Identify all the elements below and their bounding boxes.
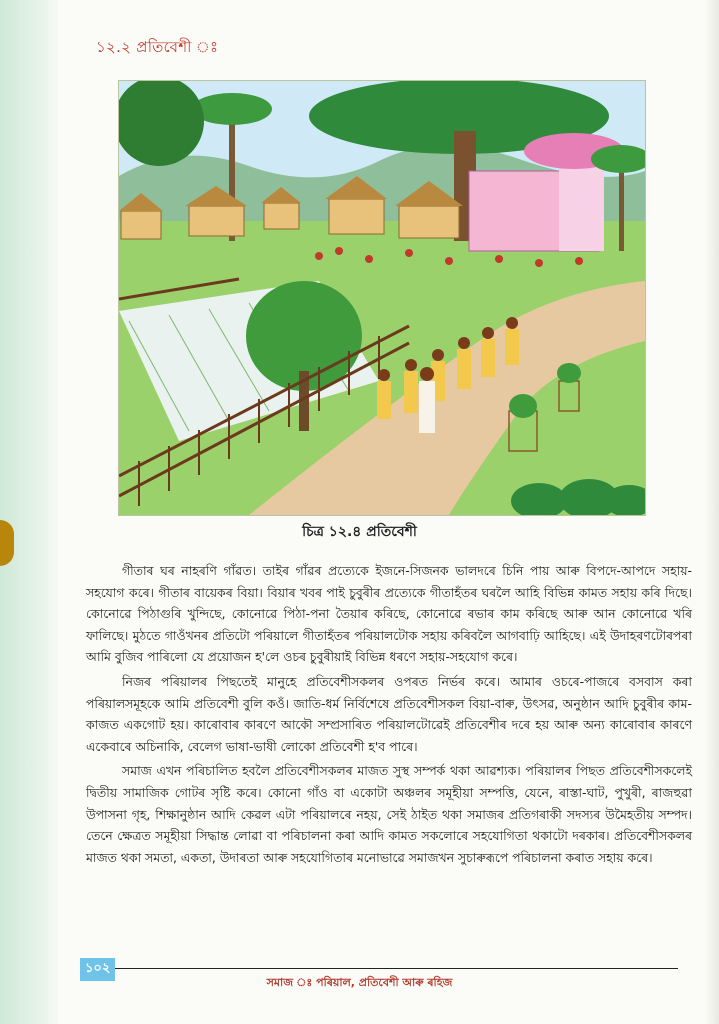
paragraph-3: সমাজ এখন পৰিচালিত হবলৈ প্ৰতিবেশীসকলৰ মাজত সুস্থ সম্পৰ্ক থকা আৱশ্যক। পৰিয়ালৰ পিছত প্ৰতিবেশীসকলেই দ্বিতীয় সামাজিক গোটৰ সৃষ্টি কৰে। কোনো গাঁও বা একোটা অঞ্চলৰ সমূহীয়া সম্পত্তি, যেনে, ৰাস্তা-ঘাট, পুখুৰী, ৰাজহুৱা উপাসনা গৃহ, শিক্ষানুষ্ঠান আদি কেৱল এটা পৰিয়ালৰে নহয়, সেই ঠাইত থকা সমাজৰ প্ৰতিগৰাকী সদস্যৰ উমৈহতীয় সম্পদ। তেনে ক্ষেত্ৰত সমূহীয়া সিদ্ধান্ত লোৱা বা পৰিচালনা কৰা আদি কামত সকলোৰে সহযোগিতা থকাটো দৰকাৰ। প্ৰতিবেশীসকলৰ মাজত থকা সমতা, একতা, উদাৰতা আৰু সহযোগিতাৰ মনোভাৱে সমাজখন সুচাৰুৰূপে পৰিচালনা কৰাত সহায় কৰে। [86,763,692,865]
neighbours-illustration [118,80,646,516]
village-scene-drawing [119,81,645,515]
page-number: ১০২ [80,958,115,981]
footer-book-title: সমাজ ঃ পৰিয়াল, প্ৰতিবেশী আৰু ৰহিজ [266,976,453,989]
paragraph-1: গীতাৰ ঘৰ নাহৰণি গাঁৱত। তাইৰ গাঁৱৰ প্ৰত্যেকে ইজনে-সিজনক ভালদৰে চিনি পায় আৰু বিপদে-আপদে সহায়-সহযোগ কৰে। গীতাৰ বায়েকৰ বিয়া। বিয়াৰ খবৰ পাই চুবুৰীৰ প্ৰত্যেকে গীতাহঁতৰ ঘৰলৈ আহি বিভিন্ন কামত সহায় কৰি দিছে। কোনোৱে পিঠাগুৰি খুন্দিছে, কোনোৱে পিঠা-পনা তৈয়াৰ কৰিছে, কোনোৱে ৰভাৰ কাম কৰিছে আৰু আন কোনোৱে খৰি ফালিছে। মুঠতে গাওঁখনৰ প্ৰতিটো পৰিয়ালে গীতাহঁতৰ পৰিয়ালটোক সহায় কৰিবলৈ আগবাঢ়ি আহিছে। এই উদাহৰণটোৰপৰা আমি বুজিব পাৰিলো যে প্ৰয়োজন হ'লে ওচৰ চুবুৰীয়াই বিভিন্ন ধৰণে সহায়-সহযোগ কৰে। [86,563,692,665]
page-right-shade [705,0,719,1024]
section-heading: ১২.২ প্ৰতিবেশী ঃ [96,38,219,56]
page-left-tint [0,0,58,1024]
paragraph-2: নিজৰ পৰিয়ালৰ পিছতেই মানুহে প্ৰতিবেশীসকলৰ ওপৰত নিৰ্ভৰ কৰে। আমাৰ ওচৰে-পাজৰে বসবাস কৰা পৰিয়ালসমূহকে আমি প্ৰতিবেশী বুলি কওঁ। জাতি-ধৰ্ম নিৰ্বিশেষে প্ৰতিবেশীসকল বিয়া-বাৰু, উৎসৱ, অনুষ্ঠান আদি চুবুৰীৰ কাম-কাজত একগোট হয়। কাৰোবাৰ কাৰণে আকৌ সম্প্ৰসাৰিত পৰিয়ালটোৱেই প্ৰতিবেশীৰ দৰে হয় আৰু অন্য কাৰোবাৰ কাৰণে একেবাৰে অচিনাকি, বেলেগ ভাষা-ভাষী লোকো প্ৰতিবেশী হ'ব পাৰে। [86,673,692,754]
figure-caption: চিত্ৰ ১২.৪ প্ৰতিবেশী [302,524,417,540]
body-text [86,560,692,871]
footer-rule [86,968,678,969]
